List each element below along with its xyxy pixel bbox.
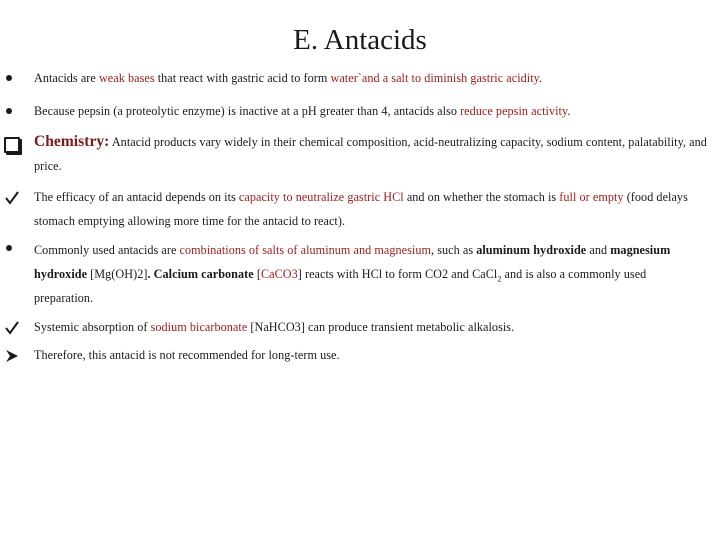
highlighted-text: CaCO3 bbox=[260, 267, 298, 281]
text-segment: . bbox=[567, 104, 571, 118]
bullet-text bbox=[34, 130, 708, 178]
text-segment: [ bbox=[253, 267, 261, 281]
checkmark-icon bbox=[4, 318, 28, 338]
text-segment: Systemic absorption of bbox=[34, 320, 151, 334]
slide-title: E. Antacids bbox=[293, 24, 427, 56]
bullet-text bbox=[34, 315, 708, 339]
text-segment: Commonly used antacids are bbox=[34, 243, 180, 257]
dot-icon bbox=[4, 238, 28, 258]
text-segment: [NaHCO3] can produce transient metabolic alkalosis. bbox=[247, 320, 515, 334]
highlighted-text: water`and a salt to diminish gastric acidity bbox=[330, 71, 540, 85]
text-segment: Antacids are bbox=[34, 71, 99, 85]
text-segment: that react with gastric acid to form bbox=[154, 71, 331, 85]
text-segment: ] reacts with HCl to form CO2 and CaCl bbox=[297, 267, 498, 281]
text-segment: Because pepsin (a proteolytic enzyme) is inactive at a pH greater than 4, antacids also bbox=[34, 104, 461, 118]
text-segment: Antacid products vary widely in their chemical composition, acid-neutralizing capacity, sodium content, palatability, and price. bbox=[34, 135, 707, 173]
dot-icon bbox=[4, 68, 28, 88]
arrow-bullet-icon bbox=[4, 346, 28, 366]
bullet-text bbox=[34, 66, 708, 90]
highlighted-text: weak bases bbox=[98, 71, 155, 85]
bold-text: Chemistry: bbox=[34, 133, 110, 150]
text-segment: . bbox=[539, 71, 543, 85]
square-bullet-icon bbox=[4, 135, 28, 155]
text-segment: and is also a commonly used preparation. bbox=[34, 267, 647, 305]
highlighted-text: capacity to neutralize gastric HCl bbox=[238, 190, 404, 204]
highlighted-text: sodium bicarbonate bbox=[150, 320, 248, 334]
text-segment: and on whether the stomach is bbox=[403, 190, 560, 204]
bullet-text bbox=[34, 238, 708, 310]
text-segment: [Mg(OH)2] bbox=[87, 267, 148, 281]
text-segment: and bbox=[586, 243, 611, 257]
bullet-text bbox=[34, 99, 708, 123]
text-segment: The efficacy of an antacid depends on its bbox=[34, 190, 239, 204]
bullet-text bbox=[34, 343, 708, 367]
text-segment: , such as bbox=[431, 243, 477, 257]
bold-text: aluminum hydroxide bbox=[476, 243, 587, 257]
bold-text: magnesium hydroxide bbox=[34, 243, 671, 281]
bold-text: . Calcium carbonate bbox=[147, 267, 254, 281]
text-segment: 2 bbox=[497, 274, 502, 284]
highlighted-text: full or empty bbox=[559, 190, 624, 204]
checkmark-icon bbox=[4, 188, 28, 208]
highlighted-text: combinations of salts of aluminum and magnesium bbox=[179, 243, 432, 257]
text-segment: Therefore, this antacid is not recommended for long-term use. bbox=[34, 348, 340, 362]
highlighted-text: reduce pepsin activity bbox=[460, 104, 568, 118]
text-segment: (food delays stomach emptying allowing more time for the antacid to react). bbox=[34, 190, 688, 228]
bullet-text bbox=[34, 185, 708, 233]
dot-icon bbox=[4, 101, 28, 121]
